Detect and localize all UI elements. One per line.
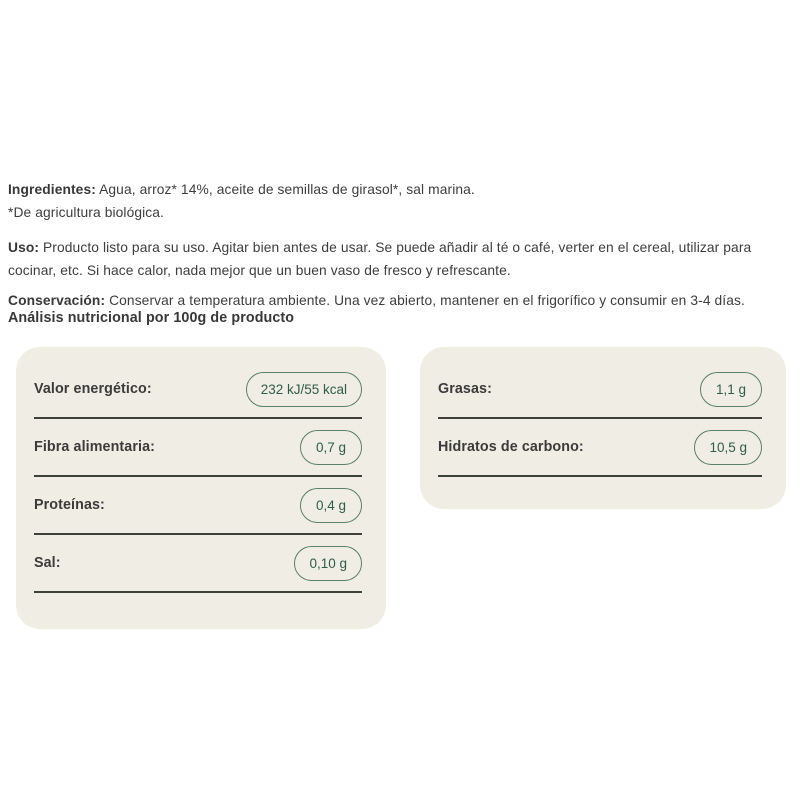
nutrition-row-carbs (438, 419, 762, 477)
nutrition-row-label: Grasas: (438, 381, 492, 397)
nutrition-heading: Análisis nutricional por 100g de producto (8, 310, 295, 326)
nutrition-row-fat (438, 361, 762, 419)
usage-label: Uso: (8, 239, 40, 255)
storage-label: Conservación: (8, 292, 106, 308)
nutrition-row-label: Sal: (34, 555, 61, 571)
usage-paragraph (8, 236, 795, 282)
ingredients-label: Ingredientes: (8, 181, 96, 197)
organic-note: *De agricultura biológica. (8, 204, 164, 220)
nutrition-value-pill: 0,7 g (300, 430, 362, 465)
nutrition-row-label: Fibra alimentaria: (34, 439, 155, 455)
nutrition-value-pill: 0,4 g (300, 488, 362, 523)
storage-paragraph (8, 289, 795, 312)
nutrition-cards (16, 347, 786, 629)
nutrition-row-label: Hidratos de carbono: (438, 439, 584, 455)
nutrition-row-energy (34, 361, 362, 419)
nutrition-value-pill: 0,10 g (294, 546, 362, 581)
ingredients-paragraph (8, 178, 795, 224)
nutrition-value-pill: 1,1 g (700, 372, 762, 407)
nutrition-row-label: Proteínas: (34, 497, 105, 513)
nutrition-card-right (420, 347, 786, 509)
ingredients-text: Agua, arroz* 14%, aceite de semillas de girasol*, sal marina. (99, 181, 475, 197)
nutrition-row-fiber (34, 419, 362, 477)
nutrition-row-protein (34, 477, 362, 535)
storage-text: Conservar a temperatura ambiente. Una vez abierto, mantener en el frigorífico y consumir en 3-4 días. (109, 292, 745, 308)
nutrition-row-label: Valor energético: (34, 381, 152, 397)
nutrition-card-left (16, 347, 386, 629)
nutrition-value-pill: 232 kJ/55 kcal (246, 372, 362, 407)
usage-text: Producto listo para su uso. Agitar bien antes de usar. Se puede añadir al té o café, verter en el cereal, utilizar para cocinar, etc. Si hace calor, nada mejor que un buen vaso de fresco y refrescante. (8, 239, 752, 278)
nutrition-value-pill: 10,5 g (694, 430, 762, 465)
nutrition-row-salt (34, 535, 362, 593)
